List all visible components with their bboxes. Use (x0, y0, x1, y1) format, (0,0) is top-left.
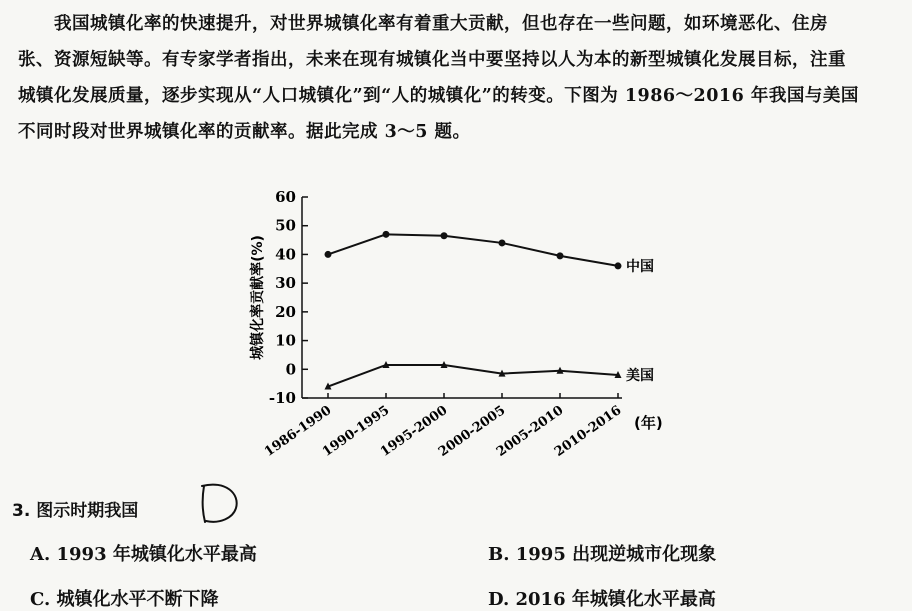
passage-line-1: 我国城镇化率的快速提升，对世界城镇化率有着重大贡献，但也存在一些问题，如环境恶化、住房 (54, 14, 828, 34)
y-tick-label: 0 (285, 360, 296, 379)
y-tick-label: 50 (275, 216, 296, 235)
y-tick-label: 30 (275, 274, 296, 293)
y-tick-label: 20 (275, 302, 296, 321)
y-tick-label: 40 (275, 245, 296, 264)
passage-line-3: 城镇化发展质量，逐步实现从“人口城镇化”到“人的城镇化”的转变。下图为 1986～2016 年我国与美国 (18, 86, 859, 106)
passage-line-2: 张、资源短缺等。有专家学者指出，未来在现有城镇化当中要坚持以人为本的新型城镇化发展目标，注重 (18, 50, 846, 70)
series-line-usa (328, 365, 618, 387)
x-tick-label: 2005-2010 (493, 402, 567, 460)
passage-line-4: 不同时段对世界城镇化率的贡献率。据此完成 3～5 题。 (18, 122, 471, 142)
x-tick-label: 2000-2005 (435, 402, 509, 460)
x-tick-label: 1995-2000 (377, 402, 451, 460)
legend-label-usa: 美国 (626, 368, 654, 385)
x-tick-label: 1990-1995 (319, 402, 393, 460)
option-b: B. 1995 出现逆城市化现象 (488, 544, 717, 565)
option-d: D. 2016 年城镇化水平最高 (488, 589, 716, 610)
data-point-china (325, 251, 332, 258)
data-point-china (557, 252, 564, 259)
y-tick-label: 60 (275, 188, 296, 206)
option-a: A. 1993 年城镇化水平最高 (30, 544, 257, 565)
y-tick-label: -10 (268, 389, 296, 407)
y-tick-label: 10 (275, 331, 296, 350)
legend-label-china: 中国 (626, 258, 654, 275)
x-tick-label: 2010-2016 (551, 402, 625, 460)
question-stem: 3. 图示时期我国 (12, 501, 139, 521)
x-tick-label: 1986-1990 (261, 402, 335, 460)
data-point-china (383, 231, 390, 238)
data-point-china (615, 262, 622, 269)
data-point-china (441, 232, 448, 239)
x-axis-label: (年) (634, 414, 663, 432)
option-c: C. 城镇化水平不断下降 (30, 589, 219, 610)
passage (18, 6, 910, 150)
data-point-china (499, 239, 506, 246)
series-line-china (328, 234, 618, 266)
urbanization-contribution-chart (240, 185, 710, 475)
y-axis-label: 城镇化率贡献率(%) (250, 235, 266, 360)
handwritten-answer-mark (196, 478, 242, 528)
